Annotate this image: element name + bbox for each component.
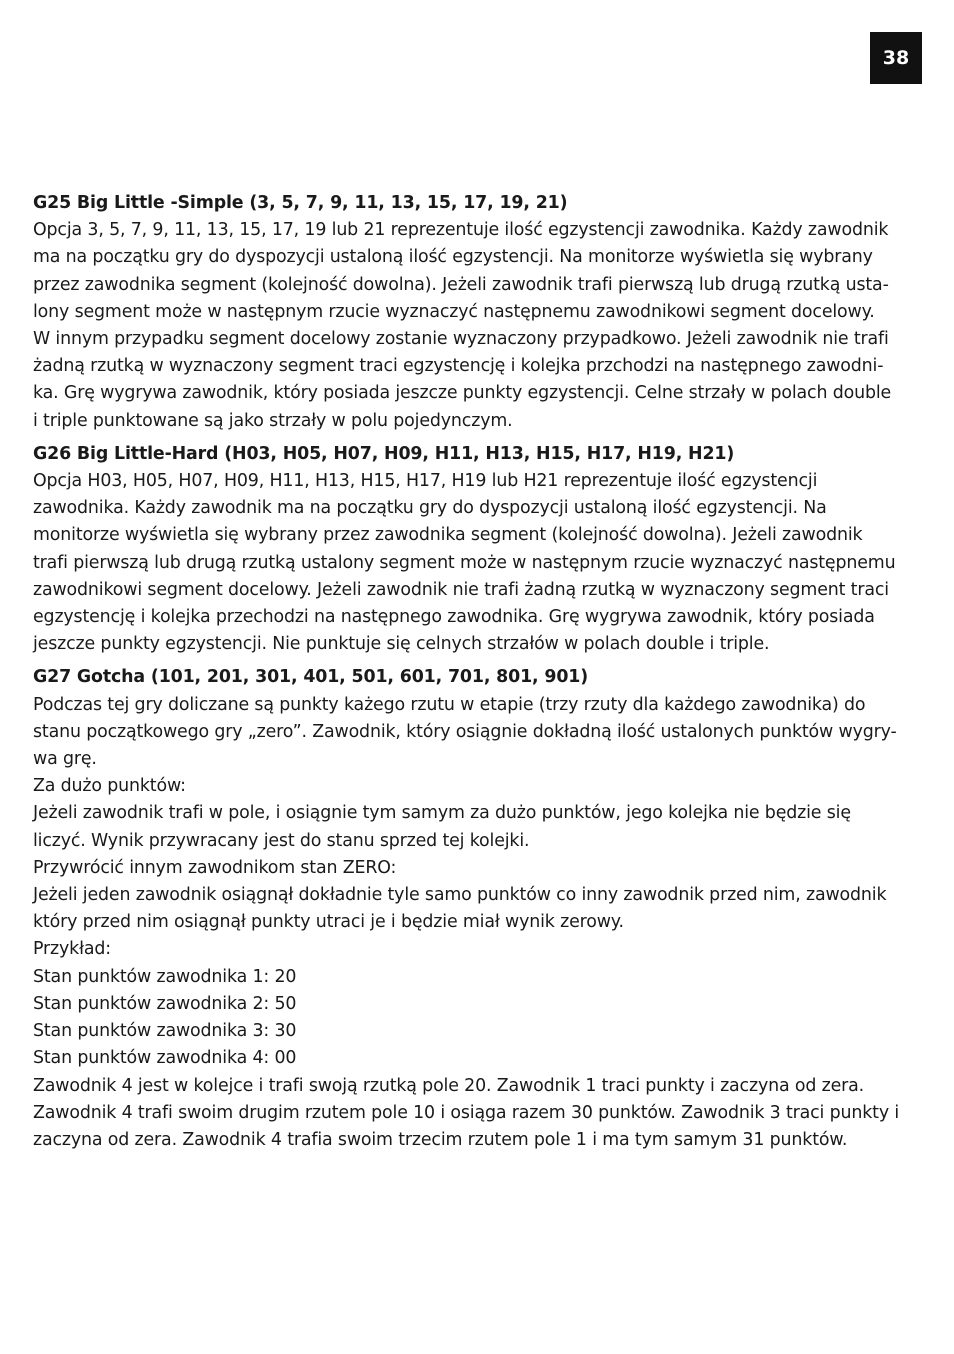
text-line: Zawodnik 4 jest w kolejce i trafi swoją rzutką pole 20. Zawodnik 1 traci punkty i zaczyna od zera.	[33, 1075, 865, 1096]
text-line: Stan punktów zawodnika 3: 30	[33, 1021, 297, 1042]
paragraph	[33, 991, 923, 1018]
text-line: trafi pierwszą lub drugą rzutką ustalony segment może w następnym rzucie wyznaczyć następnemu	[33, 552, 896, 573]
text-line: Podczas tej gry doliczane są punkty każego rzutu w etapie (trzy rzuty dla każdego zawodnika) do	[33, 694, 866, 715]
text-line: Za dużo punktów:	[33, 776, 186, 797]
text-line: zaczyna od zera. Zawodnik 4 trafia swoim trzecim rzutem pole 1 i ma tym samym 31 punktów.	[33, 1129, 848, 1150]
text-line: przez zawodnika segment (kolejność dowolna). Jeżeli zawodnik trafi pierwszą lub drugą rzutką usta-	[33, 274, 889, 295]
text-line: Jeżeli jeden zawodnik osiągnął dokładnie tyle samo punktów co inny zawodnik przed nim, zawodnik	[33, 885, 887, 906]
paragraph	[33, 800, 923, 854]
paragraph	[33, 1045, 923, 1072]
text-line: monitorze wyświetla się wybrany przez zawodnika segment (kolejność dowolna). Jeżeli zawodnik	[33, 525, 863, 546]
section-3	[33, 664, 923, 1154]
text-line: stanu początkowego gry „zero”. Zawodnik, który osiągnie dokładną ilość ustalonych punktów wygry-	[33, 721, 897, 742]
text-line: jeszcze punkty egzystencji. Nie punktuje się celnych strzałów w polach double i triple.	[33, 634, 770, 655]
text-line: który przed nim osiągnął punkty utraci je i będzie miał wynik zerowy.	[33, 912, 624, 933]
section-heading: G27 Gotcha (101, 201, 301, 401, 501, 601, 701, 801, 901)	[33, 667, 589, 688]
text-line: zawodnikowi segment docelowy. Jeżeli zawodnik nie trafi żadną rzutką w wyznaczony segment traci	[33, 579, 889, 600]
text-line: Przykład:	[33, 939, 111, 960]
paragraph	[33, 773, 923, 800]
paragraph	[33, 1018, 923, 1045]
section-heading: G25 Big Little -Simple (3, 5, 7, 9, 11, 13, 15, 17, 19, 21)	[33, 193, 568, 213]
section-2	[33, 441, 923, 659]
text-line: Opcja 3, 5, 7, 9, 11, 13, 15, 17, 19 lub 21 reprezentuje ilość egzystencji zawodnika. Każdy zawodnik	[33, 220, 889, 241]
text-line: lony segment może w następnym rzucie wyznaczyć następnemu zawodnikowi segment docelowy.	[33, 301, 875, 322]
section-1	[33, 190, 923, 435]
text-line: zawodnika. Każdy zawodnik ma na początku gry do dyspozycji ustaloną ilość egzystencji. Na	[33, 498, 827, 519]
paragraph	[33, 964, 923, 991]
paragraph	[33, 936, 923, 963]
text-line: Jeżeli zawodnik trafi w pole, i osiągnie tym samym za dużo punktów, jego kolejka nie będzie się	[33, 803, 851, 824]
text-line: Opcja H03, H05, H07, H09, H11, H13, H15, H17, H19 lub H21 reprezentuje ilość egzystencji	[33, 471, 818, 492]
text-line: wa grę.	[33, 749, 97, 770]
section-heading: G26 Big Little-Hard (H03, H05, H07, H09, H11, H13, H15, H17, H19, H21)	[33, 443, 735, 464]
text-line: ka. Grę wygrywa zawodnik, który posiada jeszcze punkty egzystencji. Celne strzały w polach double	[33, 383, 892, 404]
text-line: i triple punktowane są jako strzały w polu pojedynczym.	[33, 410, 513, 431]
paragraph	[33, 1073, 923, 1155]
text-line: W innym przypadku segment docelowy zostanie wyznaczony przypadkowo. Jeżeli zawodnik nie trafi	[33, 329, 889, 350]
paragraph	[33, 217, 923, 435]
document-body	[33, 190, 923, 1160]
paragraph	[33, 855, 923, 882]
text-line: egzystencję i kolejka przechodzi na następnego zawodnika. Grę wygrywa zawodnik, który posiada	[33, 607, 875, 628]
text-line: Zawodnik 4 trafi swoim drugim rzutem pole 10 i osiąga razem 30 punktów. Zawodnik 3 traci punkty i	[33, 1102, 900, 1123]
text-line: ma na początku gry do dyspozycji ustaloną ilość egzystencji. Na monitorze wyświetla się wybrany	[33, 247, 873, 268]
text-line: Stan punktów zawodnika 2: 50	[33, 993, 297, 1014]
text-line: liczyć. Wynik przywracany jest do stanu sprzed tej kolejki.	[33, 830, 530, 851]
text-line: Przywrócić innym zawodnikom stan ZERO:	[33, 857, 397, 878]
text-line: Stan punktów zawodnika 4: 00	[33, 1048, 297, 1069]
paragraph	[33, 882, 923, 936]
text-line: Stan punktów zawodnika 1: 20	[33, 966, 297, 987]
page-number: 38	[870, 32, 922, 84]
text-line: żadną rzutką w wyznaczony segment traci egzystencję i kolejka przchodzi na następnego zawodni-	[33, 356, 884, 377]
paragraph	[33, 468, 923, 658]
paragraph	[33, 692, 923, 774]
